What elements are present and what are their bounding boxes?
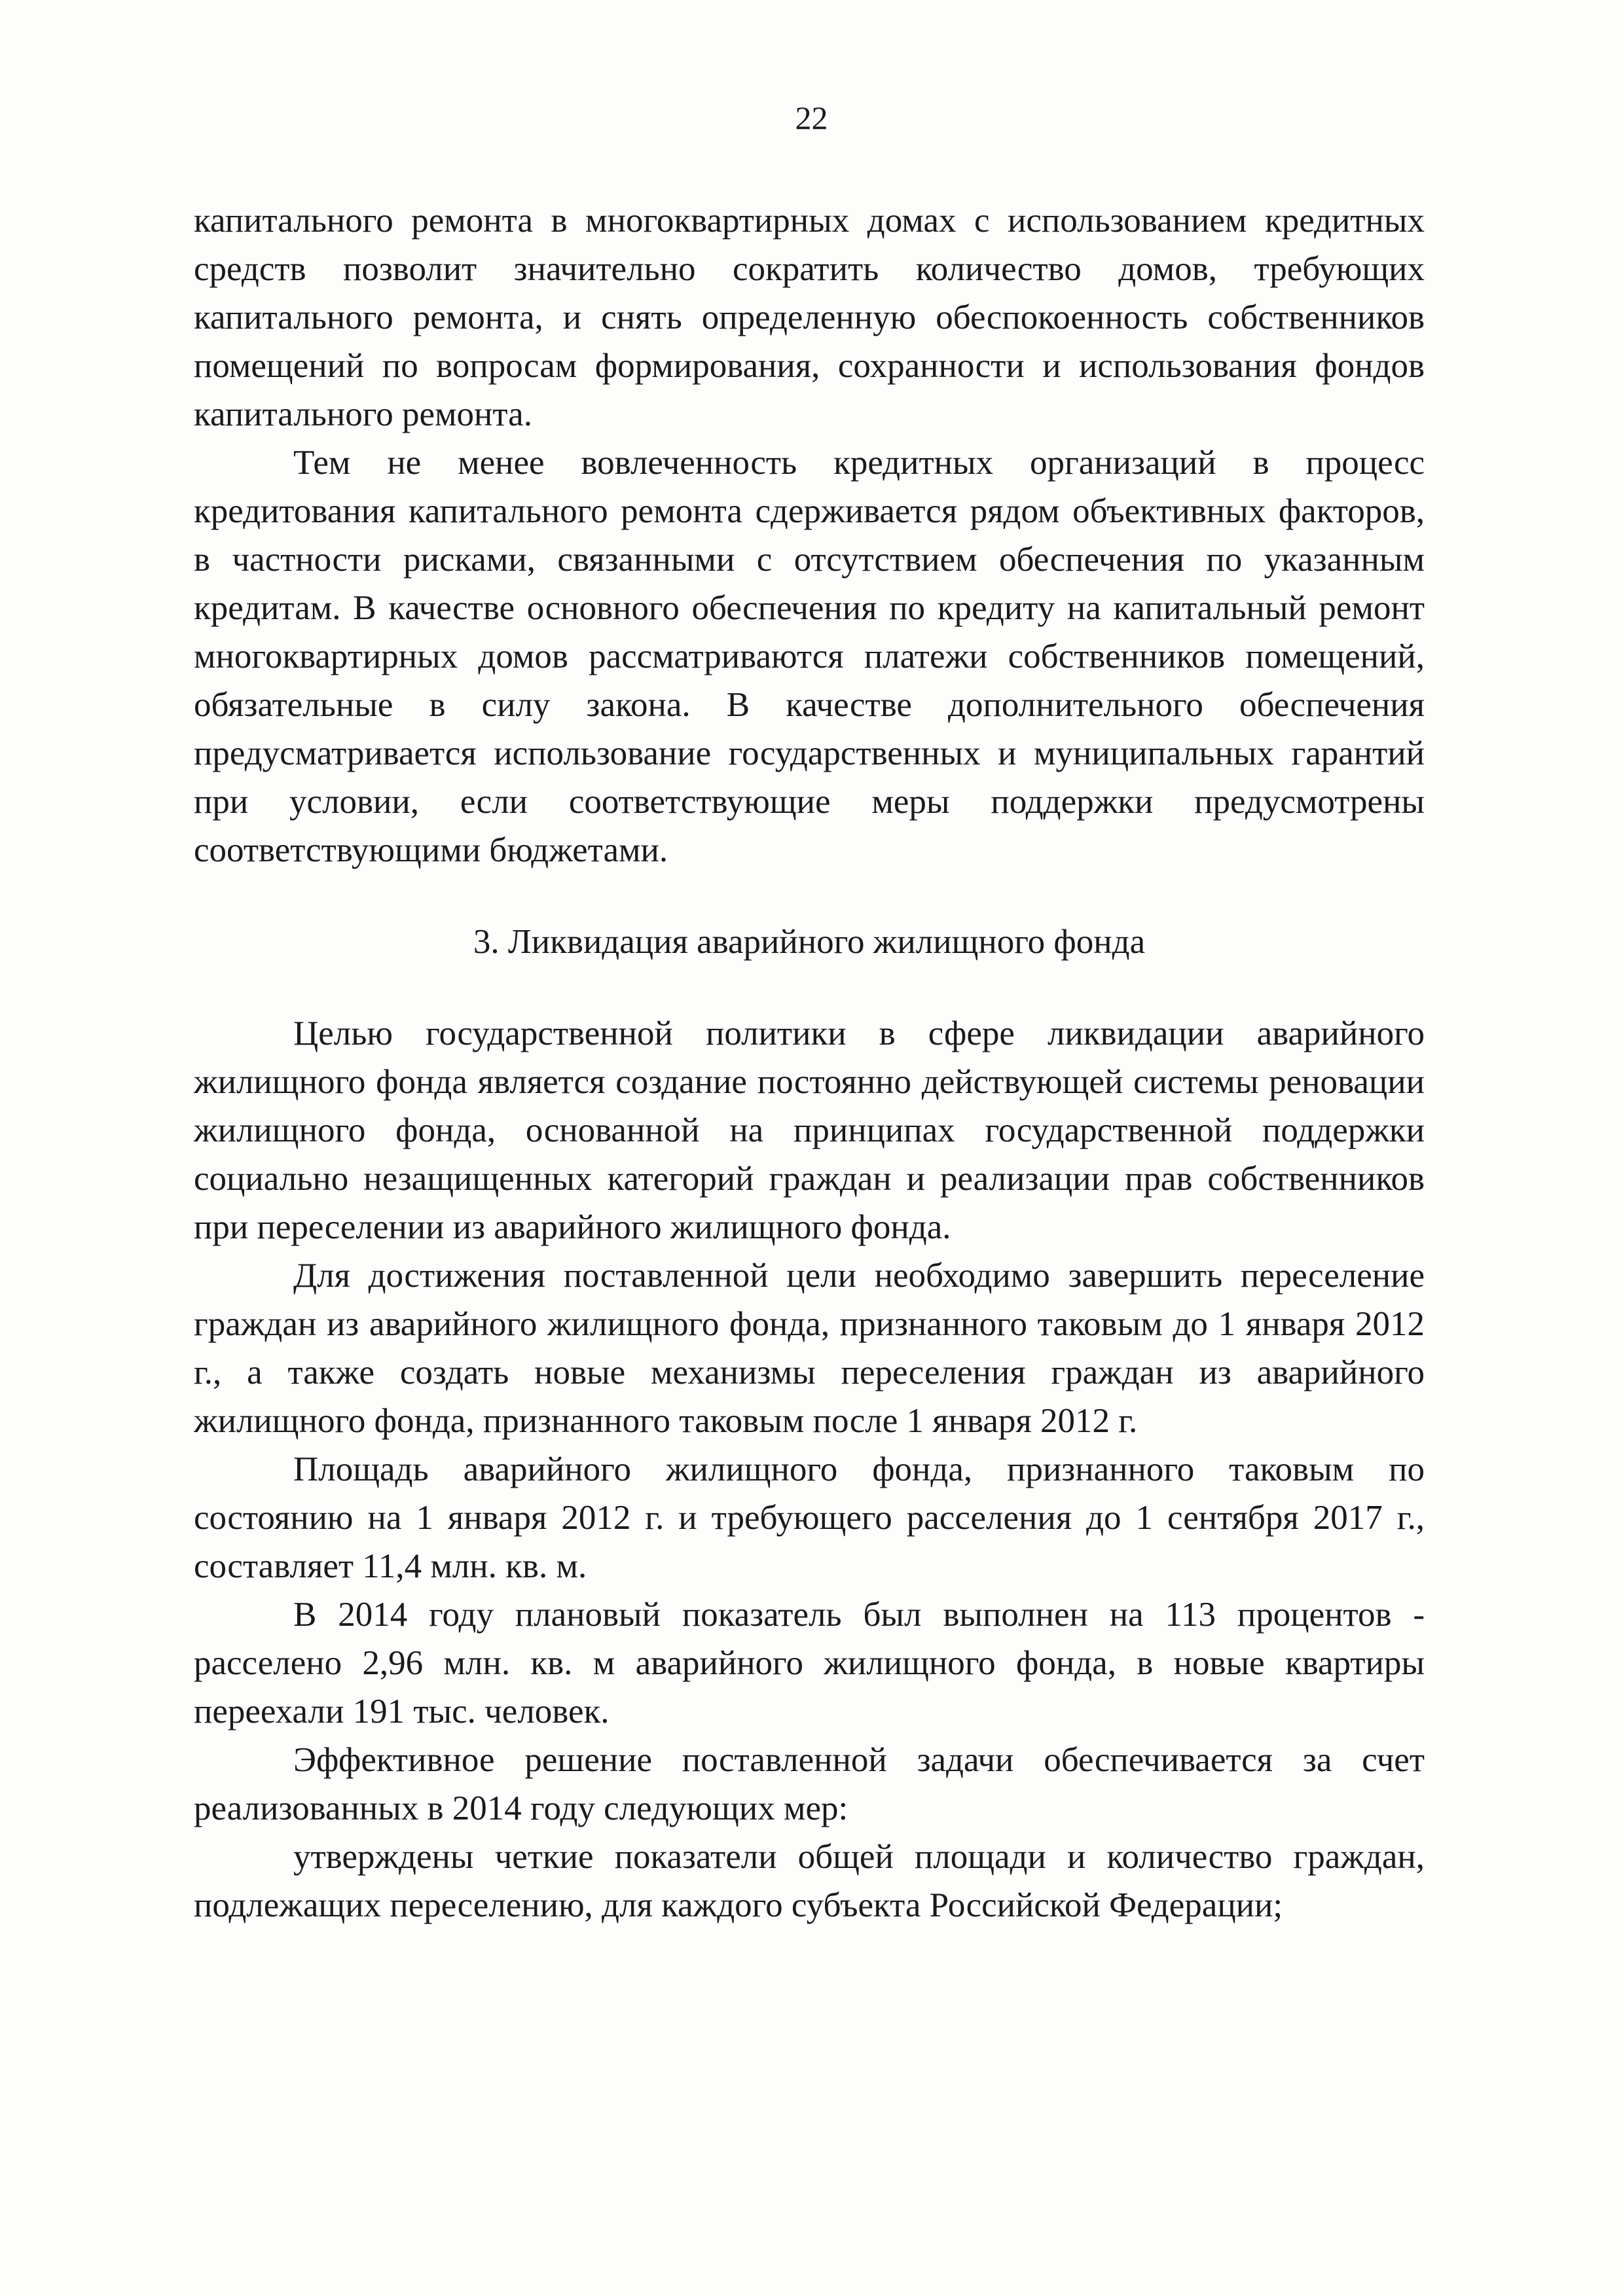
paragraph-measure-item: утверждены четкие показатели общей площади и количество граждан, подлежащих переселению, для каждого субъекта Российской Федерации; (194, 1838, 1425, 1924)
paragraph-goal-achievement: Для достижения поставленной цели необходимо завершить переселение граждан из аварийного жилищного фонда, признанного таковым до 1 января 2012 г., а также создать новые механизмы переселения граждан из аварийного жилищного фонда, признанного таковым после 1 января 2012 г. (194, 1257, 1425, 1440)
paragraph-credit-organizations: Тем не менее вовлеченность кредитных организаций в процесс кредитования капитального ремонта сдерживается рядом объективных факторов, в частности рисками, связанными с отсутствием обеспечения по указанным кредитам. В качестве основного обеспечения по кредиту на капитальный ремонт многоквартирных домов рассматриваются платежи собственников помещений, обязательные в силу закона. В качестве дополнительного обеспечения предусматривается использование государственных и муниципальных гарантий при условии, если соответствующие меры поддержки предусмотрены соответствующими бюджетами. (194, 444, 1425, 869)
section-heading: 3. Ликвидация аварийного жилищного фонда (473, 923, 1146, 961)
paragraph-credit-funds: капитального ремонта в многоквартирных домах с использованием кредитных средств позволит значительно сократить количество домов, требующих капитального ремонта, и снять определенную обеспокоенность собственников помещений по вопросам формирования, сохранности и использования фондов капитального ремонта. (194, 202, 1425, 433)
paragraph-measures-intro: Эффективное решение поставленной задачи обеспечивается за счет реализованных в 2014 году следующих мер: (194, 1741, 1425, 1827)
paragraph-policy-goal: Целью государственной политики в сфере ликвидации аварийного жилищного фонда является создание постоянно действующей системы реновации жилищного фонда, основанной на принципах государственной поддержки социально незащищенных категорий граждан и реализации прав собственников при переселении из аварийного жилищного фонда. (194, 1014, 1425, 1246)
paragraph-2014-results: В 2014 году плановый показатель был выполнен на 113 процентов - расселено 2,96 млн. кв. м аварийного жилищного фонда, в новые квартиры переехали 191 тыс. человек. (194, 1596, 1425, 1731)
page-number: 22 (795, 99, 828, 136)
page-content (194, 196, 1425, 1929)
paragraph-housing-area: Площадь аварийного жилищного фонда, признанного таковым по состоянию на 1 января 2012 г. и требующего расселения до 1 сентября 2017 г., составляет 11,4 млн. кв. м. (194, 1450, 1425, 1585)
